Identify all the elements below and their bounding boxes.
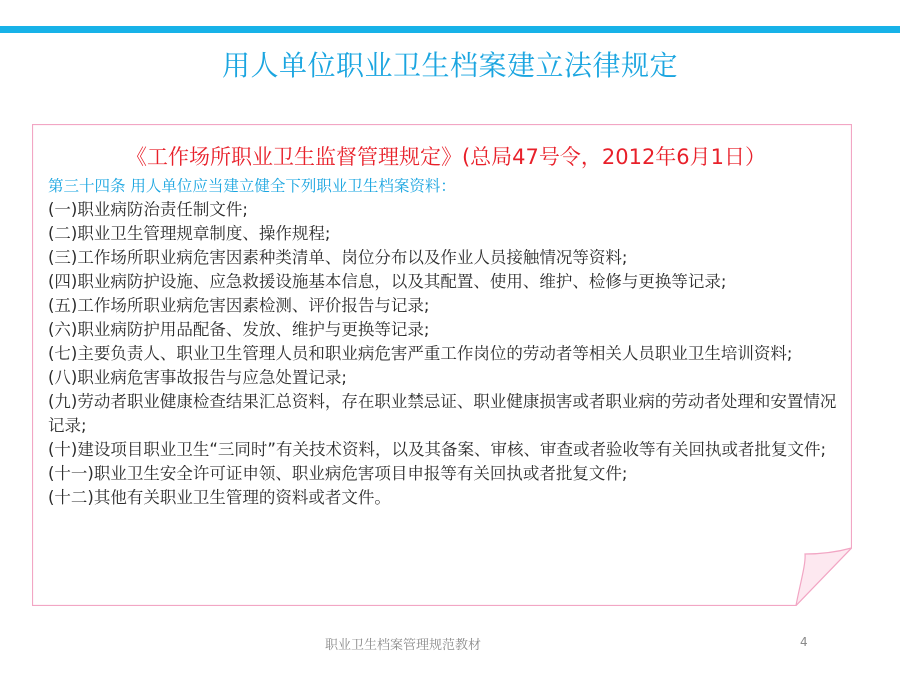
list-item: (十)建设项目职业卫生“三同时”有关技术资料，以及其备案、审核、审查或者验收等有关回执或者批复文件; <box>48 440 827 459</box>
list-item: (二)职业卫生管理规章制度、操作规程; <box>48 224 331 243</box>
list-item: (六)职业病防护用品配备、发放、维护与更换等记录; <box>48 320 430 339</box>
regulation-title: 《工作场所职业卫生监督管理规定》(总局47号令，2012年6月1日） <box>125 145 767 169</box>
note-card <box>32 124 852 606</box>
list-item: (三)工作场所职业病危害因素种类清单、岗位分布以及作业人员接触情况等资料; <box>48 248 628 267</box>
footer-text: 职业卫生档案管理规范教材 <box>324 638 481 653</box>
list-item: (七)主要负责人、职业卫生管理人员和职业病危害严重工作岗位的劳动者等相关人员职业卫生培训资料; <box>48 344 793 363</box>
list-item: (十二)其他有关职业卫生管理的资料或者文件。 <box>48 488 391 507</box>
list-item: (一)职业病防治责任制文件; <box>48 200 248 219</box>
top-accent-bar <box>0 26 900 33</box>
article-heading: 第三十四条 用人单位应当建立健全下列职业卫生档案资料： <box>48 177 456 195</box>
list-item: (五)工作场所职业病危害因素检测、评价报告与记录; <box>48 296 430 315</box>
slide-title: 用人单位职业卫生档案建立法律规定 <box>221 49 678 82</box>
list-item: (九)劳动者职业健康检查结果汇总资料，存在职业禁忌证、职业健康损害或者职业病的劳动者处理和安置情况记录; <box>48 392 837 435</box>
note-content <box>48 140 844 510</box>
list-item: (八)职业病危害事故报告与应急处置记录; <box>48 368 347 387</box>
page-number: 4 <box>800 635 808 649</box>
list-item: (四)职业病防护设施、应急救援设施基本信息，以及其配置、使用、维护、检修与更换等记录; <box>48 272 727 291</box>
list-item: (十一)职业卫生安全许可证申领、职业病危害项目申报等有关回执或者批复文件; <box>48 464 628 483</box>
